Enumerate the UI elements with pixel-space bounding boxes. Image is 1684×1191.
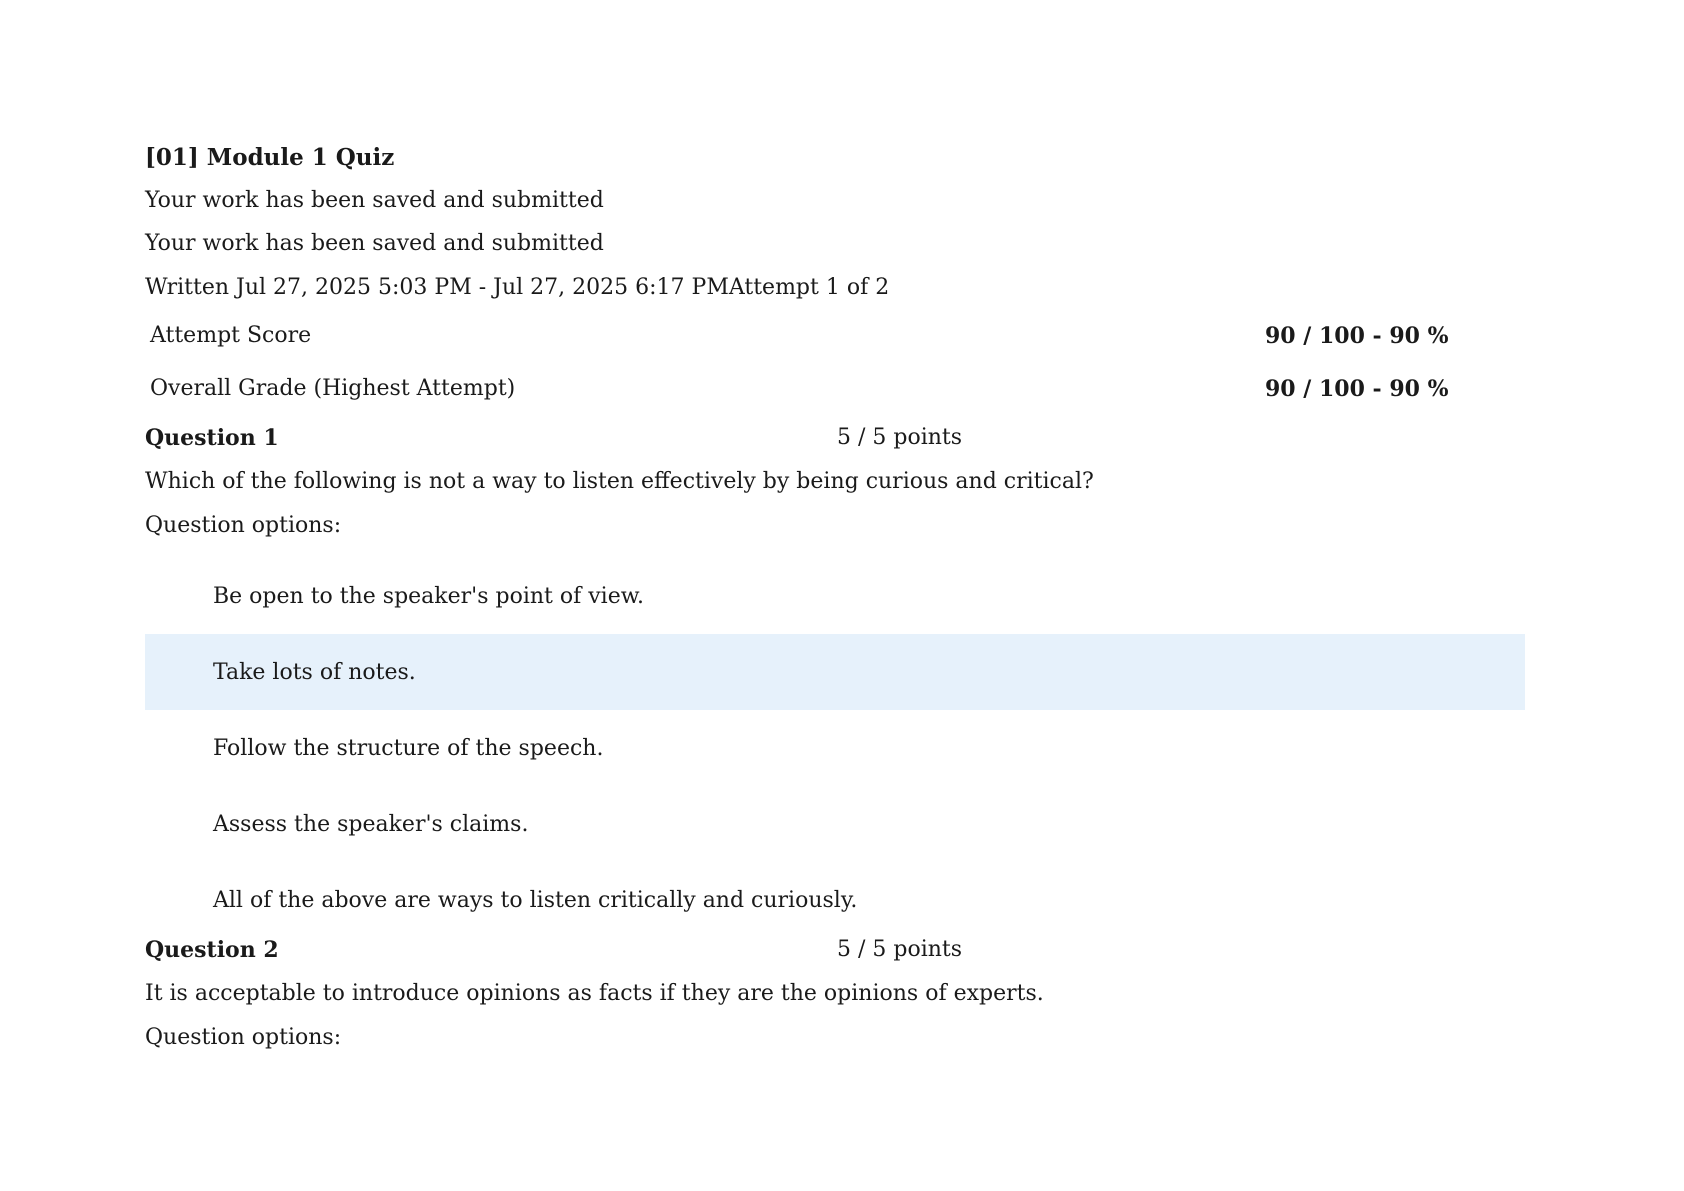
question-option: [145, 786, 1525, 862]
question-options-label: Question options:: [145, 513, 342, 538]
attempt-score-value: 90 / 100 - 90 %: [1265, 323, 1449, 349]
option-text: All of the above are ways to listen critically and curiously.: [213, 888, 858, 913]
overall-grade-label: Overall Grade (Highest Attempt): [150, 376, 516, 401]
attempt-written-info: Written Jul 27, 2025 5:03 PM - Jul 27, 2025 6:17 PMAttempt 1 of 2: [145, 275, 890, 300]
question-option: [145, 558, 1525, 634]
question-title: Question 2: [145, 937, 279, 963]
option-text: Take lots of notes.: [213, 660, 416, 685]
quiz-title: [01] Module 1 Quiz: [145, 144, 395, 171]
question-options-label: Question options:: [145, 1025, 342, 1050]
question-option: [145, 862, 1525, 938]
submission-status: Your work has been saved and submitted: [145, 231, 604, 256]
submission-status: Your work has been saved and submitted: [145, 188, 604, 213]
question-text: Which of the following is not a way to listen effectively by being curious and critical?: [145, 469, 1094, 494]
question-text: It is acceptable to introduce opinions as facts if they are the opinions of experts.: [145, 981, 1044, 1006]
question-title: Question 1: [145, 425, 279, 451]
question-points: 5 / 5 points: [837, 937, 963, 962]
question-option-selected: [145, 634, 1525, 710]
option-text: Follow the structure of the speech.: [213, 736, 604, 761]
question-option: [145, 710, 1525, 786]
overall-grade-value: 90 / 100 - 90 %: [1265, 376, 1449, 402]
question-points: 5 / 5 points: [837, 425, 963, 450]
attempt-score-label: Attempt Score: [150, 323, 312, 348]
option-text: Assess the speaker's claims.: [213, 812, 529, 837]
option-text: Be open to the speaker's point of view.: [213, 584, 644, 609]
